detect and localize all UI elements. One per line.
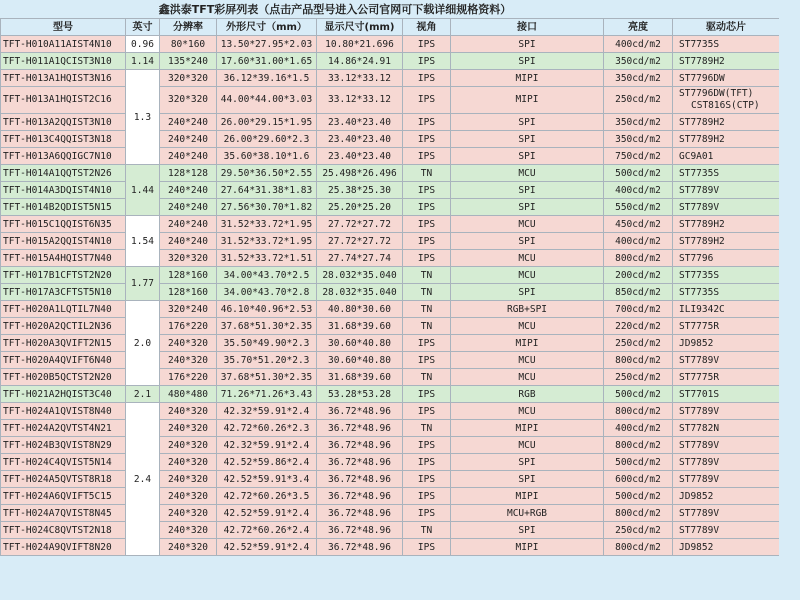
- model-cell[interactable]: TFT-H024C8QVTST2N18: [1, 522, 126, 539]
- model-cell[interactable]: TFT-H014B2QDIST5N15: [1, 199, 126, 216]
- table-row: [1, 216, 780, 233]
- active-area-cell: 27.74*27.74: [317, 250, 403, 267]
- view-angle-cell: TN: [403, 267, 451, 284]
- model-cell[interactable]: TFT-H013A1HQIST3N16: [1, 70, 126, 87]
- view-angle-cell: TN: [403, 318, 451, 335]
- brightness-cell: 250cd/m2: [604, 369, 673, 386]
- brightness-cell: 500cd/m2: [604, 386, 673, 403]
- resolution-cell: 240*240: [160, 131, 217, 148]
- view-angle-cell: TN: [403, 522, 451, 539]
- table-row: [1, 70, 780, 87]
- driver-ic-cell: ILI9342C: [673, 301, 780, 318]
- view-angle-cell: IPS: [403, 70, 451, 87]
- brightness-cell: 600cd/m2: [604, 471, 673, 488]
- resolution-cell: 320*240: [160, 301, 217, 318]
- view-angle-cell: IPS: [403, 335, 451, 352]
- active-area-cell: 25.38*25.30: [317, 182, 403, 199]
- brightness-cell: 400cd/m2: [604, 233, 673, 250]
- table-row: [1, 522, 780, 539]
- resolution-cell: 240*240: [160, 216, 217, 233]
- view-angle-cell: TN: [403, 301, 451, 318]
- model-cell[interactable]: TFT-H020A3QVIFT2N15: [1, 335, 126, 352]
- table-row: [1, 199, 780, 216]
- table-row: [1, 36, 780, 53]
- active-area-cell: 36.72*48.96: [317, 522, 403, 539]
- table-row: [1, 301, 780, 318]
- brightness-cell: 350cd/m2: [604, 70, 673, 87]
- brightness-cell: 400cd/m2: [604, 182, 673, 199]
- interface-cell: SPI: [451, 454, 604, 471]
- view-angle-cell: IPS: [403, 131, 451, 148]
- interface-cell: SPI: [451, 131, 604, 148]
- resolution-cell: 240*320: [160, 335, 217, 352]
- resolution-cell: 80*160: [160, 36, 217, 53]
- interface-cell: MCU: [451, 216, 604, 233]
- brightness-cell: 350cd/m2: [604, 131, 673, 148]
- driver-ic-cell: ST7735S: [673, 267, 780, 284]
- active-area-cell: 14.86*24.91: [317, 53, 403, 70]
- view-angle-cell: TN: [403, 369, 451, 386]
- interface-cell: MCU: [451, 318, 604, 335]
- active-area-cell: 30.60*40.80: [317, 352, 403, 369]
- active-area-cell: 33.12*33.12: [317, 70, 403, 87]
- interface-cell: MIPI: [451, 488, 604, 505]
- driver-ic-cell: ST7701S: [673, 386, 780, 403]
- resolution-cell: 176*220: [160, 318, 217, 335]
- model-cell[interactable]: TFT-H024A5QVTST8R18: [1, 471, 126, 488]
- resolution-cell: 480*480: [160, 386, 217, 403]
- view-angle-cell: IPS: [403, 539, 451, 556]
- driver-ic-cell: GC9A01: [673, 148, 780, 165]
- outline-cell: 17.60*31.00*1.65: [217, 53, 317, 70]
- table-row: [1, 539, 780, 556]
- size-cell: 1.44: [126, 165, 160, 216]
- resolution-cell: 128*128: [160, 165, 217, 182]
- outline-cell: 42.72*60.26*2.4: [217, 522, 317, 539]
- interface-cell: RGB: [451, 386, 604, 403]
- model-cell[interactable]: TFT-H020B5QCTST2N20: [1, 369, 126, 386]
- table-row: [1, 182, 780, 199]
- table-row: [1, 335, 780, 352]
- interface-cell: SPI: [451, 114, 604, 131]
- outline-cell: 27.64*31.38*1.83: [217, 182, 317, 199]
- active-area-cell: 40.80*30.60: [317, 301, 403, 318]
- brightness-cell: 550cd/m2: [604, 199, 673, 216]
- header-interface: 接口: [451, 19, 604, 36]
- interface-cell: RGB+SPI: [451, 301, 604, 318]
- brightness-cell: 800cd/m2: [604, 437, 673, 454]
- header-active-area: 显示尺寸(mm): [317, 19, 403, 36]
- driver-ic-cell: ST7735S: [673, 284, 780, 301]
- size-cell: 1.54: [126, 216, 160, 267]
- view-angle-cell: IPS: [403, 437, 451, 454]
- driver-ic-cell: ST7789V: [673, 352, 780, 369]
- view-angle-cell: IPS: [403, 505, 451, 522]
- interface-cell: SPI: [451, 284, 604, 301]
- model-cell[interactable]: TFT-H017B1CFTST2N20: [1, 267, 126, 284]
- outline-cell: 13.50*27.95*2.03: [217, 36, 317, 53]
- driver-ic-cell: ST7789H2: [673, 233, 780, 250]
- interface-cell: SPI: [451, 53, 604, 70]
- brightness-cell: 220cd/m2: [604, 318, 673, 335]
- outline-cell: 34.00*43.70*2.5: [217, 267, 317, 284]
- resolution-cell: 240*320: [160, 454, 217, 471]
- driver-ic-cell: ST7789V: [673, 454, 780, 471]
- driver-ic-cell: ST7789V: [673, 471, 780, 488]
- model-cell[interactable]: TFT-H015C1QQIST6N35: [1, 216, 126, 233]
- model-cell[interactable]: TFT-H021A2HQIST3C40: [1, 386, 126, 403]
- brightness-cell: 500cd/m2: [604, 165, 673, 182]
- active-area-cell: 36.72*48.96: [317, 505, 403, 522]
- brightness-cell: 250cd/m2: [604, 335, 673, 352]
- interface-cell: SPI: [451, 522, 604, 539]
- resolution-cell: 128*160: [160, 267, 217, 284]
- model-cell[interactable]: TFT-H024A9QVIFT8N20: [1, 539, 126, 556]
- header-brightness: 亮度: [604, 19, 673, 36]
- model-cell[interactable]: TFT-H024A7QVIST8N45: [1, 505, 126, 522]
- header-driver-ic: 驱动芯片: [673, 19, 780, 36]
- brightness-cell: 750cd/m2: [604, 148, 673, 165]
- interface-cell: MCU+RGB: [451, 505, 604, 522]
- driver-ic-cell: [673, 87, 780, 114]
- model-cell[interactable]: TFT-H015A4HQIST7N40: [1, 250, 126, 267]
- active-area-cell: 31.68*39.60: [317, 318, 403, 335]
- active-area-cell: 27.72*27.72: [317, 216, 403, 233]
- interface-cell: MCU: [451, 369, 604, 386]
- resolution-cell: 240*320: [160, 505, 217, 522]
- resolution-cell: 240*320: [160, 522, 217, 539]
- model-cell[interactable]: TFT-H017A3CFTST5N10: [1, 284, 126, 301]
- header-size: 英寸: [126, 19, 160, 36]
- driver-ic-cell: ST7789V: [673, 182, 780, 199]
- size-cell: 2.4: [126, 403, 160, 556]
- interface-cell: MCU: [451, 267, 604, 284]
- outline-cell: 42.32*59.91*2.4: [217, 403, 317, 420]
- driver-ic-cell: ST7775R: [673, 369, 780, 386]
- view-angle-cell: IPS: [403, 87, 451, 114]
- size-cell: 2.0: [126, 301, 160, 386]
- brightness-cell: 800cd/m2: [604, 539, 673, 556]
- interface-cell: SPI: [451, 199, 604, 216]
- product-table: [0, 18, 780, 556]
- interface-cell: SPI: [451, 36, 604, 53]
- outline-cell: 42.52*59.86*2.4: [217, 454, 317, 471]
- active-area-cell: 28.032*35.040: [317, 267, 403, 284]
- view-angle-cell: IPS: [403, 182, 451, 199]
- table-row: [1, 420, 780, 437]
- outline-cell: 42.52*59.91*2.4: [217, 505, 317, 522]
- active-area-cell: 25.20*25.20: [317, 199, 403, 216]
- brightness-cell: 800cd/m2: [604, 250, 673, 267]
- active-area-cell: 36.72*48.96: [317, 488, 403, 505]
- outline-cell: 42.52*59.91*3.4: [217, 471, 317, 488]
- outline-cell: 42.72*60.26*2.3: [217, 420, 317, 437]
- table-row: [1, 437, 780, 454]
- model-cell[interactable]: TFT-H024A2QVTST4N21: [1, 420, 126, 437]
- table-row: [1, 114, 780, 131]
- interface-cell: MIPI: [451, 539, 604, 556]
- model-cell[interactable]: TFT-H020A1LQTIL7N40: [1, 301, 126, 318]
- driver-ic-cell: ST7796DW: [673, 70, 780, 87]
- table-row: [1, 488, 780, 505]
- resolution-cell: 240*320: [160, 437, 217, 454]
- table-row: [1, 505, 780, 522]
- table-row: [1, 131, 780, 148]
- resolution-cell: 240*320: [160, 539, 217, 556]
- resolution-cell: 240*240: [160, 148, 217, 165]
- driver-ic-ctp: CST816S(CTP): [691, 100, 760, 111]
- brightness-cell: 450cd/m2: [604, 216, 673, 233]
- active-area-cell: 36.72*48.96: [317, 420, 403, 437]
- model-cell[interactable]: TFT-H013A6QQIGC7N10: [1, 148, 126, 165]
- header-resolution: 分辨率: [160, 19, 217, 36]
- driver-ic-cell: JD9852: [673, 539, 780, 556]
- table-row: [1, 369, 780, 386]
- model-cell[interactable]: TFT-H020A4QVIFT6N40: [1, 352, 126, 369]
- size-cell: 2.1: [126, 386, 160, 403]
- outline-cell: 26.00*29.15*1.95: [217, 114, 317, 131]
- active-area-cell: 53.28*53.28: [317, 386, 403, 403]
- header-model: 型号: [1, 19, 126, 36]
- outline-cell: 35.60*38.10*1.6: [217, 148, 317, 165]
- active-area-cell: 36.72*48.96: [317, 471, 403, 488]
- view-angle-cell: TN: [403, 420, 451, 437]
- table-row: [1, 352, 780, 369]
- outline-cell: 27.56*30.70*1.82: [217, 199, 317, 216]
- view-angle-cell: IPS: [403, 352, 451, 369]
- view-angle-cell: IPS: [403, 36, 451, 53]
- resolution-cell: 240*240: [160, 199, 217, 216]
- brightness-cell: 850cd/m2: [604, 284, 673, 301]
- outline-cell: 37.68*51.30*2.35: [217, 318, 317, 335]
- view-angle-cell: IPS: [403, 471, 451, 488]
- driver-ic-cell: ST7789H2: [673, 114, 780, 131]
- driver-ic-cell: ST7789V: [673, 505, 780, 522]
- driver-ic-cell: ST7796: [673, 250, 780, 267]
- interface-cell: SPI: [451, 233, 604, 250]
- header-view-angle: 视角: [403, 19, 451, 36]
- driver-ic-tft: ST7796DW(TFT): [679, 88, 754, 99]
- sheet-title: 鑫洪泰TFT彩屏列表（点击产品型号进入公司官网可下载详细规格资料）: [158, 3, 512, 16]
- driver-ic-cell: ST7735S: [673, 36, 780, 53]
- outline-cell: 42.32*59.91*2.4: [217, 437, 317, 454]
- driver-ic-cell: JD9852: [673, 335, 780, 352]
- view-angle-cell: IPS: [403, 454, 451, 471]
- resolution-cell: 176*220: [160, 369, 217, 386]
- table-row: [1, 284, 780, 301]
- model-cell[interactable]: TFT-H013A1HQIST2C16: [1, 87, 126, 114]
- model-cell[interactable]: TFT-H024A1QVIST8N40: [1, 403, 126, 420]
- table-row: [1, 454, 780, 471]
- model-cell[interactable]: TFT-H010A11AIST4N10: [1, 36, 126, 53]
- interface-cell: MCU: [451, 352, 604, 369]
- model-cell[interactable]: TFT-H013C4QQIST3N18: [1, 131, 126, 148]
- active-area-cell: 30.60*40.80: [317, 335, 403, 352]
- resolution-cell: 128*160: [160, 284, 217, 301]
- active-area-cell: 36.72*48.96: [317, 454, 403, 471]
- brightness-cell: 800cd/m2: [604, 352, 673, 369]
- view-angle-cell: IPS: [403, 233, 451, 250]
- brightness-cell: 500cd/m2: [604, 488, 673, 505]
- table-row: [1, 87, 780, 114]
- active-area-cell: 31.68*39.60: [317, 369, 403, 386]
- driver-ic-cell: ST7789H2: [673, 216, 780, 233]
- model-cell[interactable]: TFT-H014A1QQTST2N26: [1, 165, 126, 182]
- brightness-cell: 800cd/m2: [604, 505, 673, 522]
- driver-ic-cell: ST7782N: [673, 420, 780, 437]
- view-angle-cell: IPS: [403, 403, 451, 420]
- table-row: [1, 165, 780, 182]
- driver-ic-cell: ST7789H2: [673, 53, 780, 70]
- active-area-cell: 36.72*48.96: [317, 539, 403, 556]
- active-area-cell: 33.12*33.12: [317, 87, 403, 114]
- table-row: [1, 471, 780, 488]
- driver-ic-cell: ST7789V: [673, 522, 780, 539]
- interface-cell: SPI: [451, 471, 604, 488]
- view-angle-cell: IPS: [403, 386, 451, 403]
- active-area-cell: 25.498*26.496: [317, 165, 403, 182]
- outline-cell: 31.52*33.72*1.95: [217, 216, 317, 233]
- resolution-cell: 240*240: [160, 182, 217, 199]
- outline-cell: 34.00*43.70*2.8: [217, 284, 317, 301]
- model-cell[interactable]: TFT-H020A2QCTIL2N36: [1, 318, 126, 335]
- interface-cell: MCU: [451, 250, 604, 267]
- view-angle-cell: IPS: [403, 53, 451, 70]
- driver-ic-cell: JD9852: [673, 488, 780, 505]
- view-angle-cell: IPS: [403, 114, 451, 131]
- view-angle-cell: IPS: [403, 250, 451, 267]
- brightness-cell: 400cd/m2: [604, 420, 673, 437]
- interface-cell: SPI: [451, 182, 604, 199]
- driver-ic-cell: ST7735S: [673, 165, 780, 182]
- outline-cell: 71.26*71.26*3.43: [217, 386, 317, 403]
- size-cell: 1.3: [126, 70, 160, 165]
- view-angle-cell: IPS: [403, 199, 451, 216]
- table-row: [1, 267, 780, 284]
- brightness-cell: 500cd/m2: [604, 454, 673, 471]
- resolution-cell: 240*240: [160, 114, 217, 131]
- view-angle-cell: IPS: [403, 148, 451, 165]
- resolution-cell: 320*320: [160, 70, 217, 87]
- brightness-cell: 250cd/m2: [604, 87, 673, 114]
- outline-cell: 46.10*40.96*2.53: [217, 301, 317, 318]
- table-row: [1, 403, 780, 420]
- driver-ic-cell: ST7789V: [673, 403, 780, 420]
- view-angle-cell: IPS: [403, 216, 451, 233]
- driver-ic-cell: ST7789V: [673, 437, 780, 454]
- brightness-cell: 350cd/m2: [604, 53, 673, 70]
- view-angle-cell: TN: [403, 165, 451, 182]
- active-area-cell: 36.72*48.96: [317, 403, 403, 420]
- outline-cell: 31.52*33.72*1.95: [217, 233, 317, 250]
- sheet-margin: [779, 0, 800, 600]
- interface-cell: MCU: [451, 403, 604, 420]
- table-row: [1, 318, 780, 335]
- table-row: [1, 233, 780, 250]
- brightness-cell: 200cd/m2: [604, 267, 673, 284]
- table-row: [1, 386, 780, 403]
- outline-cell: 31.52*33.72*1.51: [217, 250, 317, 267]
- outline-cell: 42.72*60.26*3.5: [217, 488, 317, 505]
- model-cell[interactable]: TFT-H014A3DQIST4N10: [1, 182, 126, 199]
- view-angle-cell: TN: [403, 284, 451, 301]
- outline-cell: 37.68*51.30*2.35: [217, 369, 317, 386]
- size-cell: 1.77: [126, 267, 160, 301]
- resolution-cell: 320*320: [160, 250, 217, 267]
- active-area-cell: 23.40*23.40: [317, 148, 403, 165]
- active-area-cell: 23.40*23.40: [317, 114, 403, 131]
- outline-cell: 35.50*49.90*2.3: [217, 335, 317, 352]
- interface-cell: SPI: [451, 148, 604, 165]
- model-cell[interactable]: TFT-H024A6QVIFT5C15: [1, 488, 126, 505]
- active-area-cell: 23.40*23.40: [317, 131, 403, 148]
- size-cell: 0.96: [126, 36, 160, 53]
- model-cell[interactable]: TFT-H024C4QVIST5N14: [1, 454, 126, 471]
- interface-cell: MCU: [451, 437, 604, 454]
- resolution-cell: 240*320: [160, 420, 217, 437]
- outline-cell: 35.70*51.20*2.3: [217, 352, 317, 369]
- brightness-cell: 400cd/m2: [604, 36, 673, 53]
- interface-cell: MIPI: [451, 87, 604, 114]
- brightness-cell: 800cd/m2: [604, 403, 673, 420]
- driver-ic-cell: ST7789V: [673, 199, 780, 216]
- outline-cell: 29.50*36.50*2.55: [217, 165, 317, 182]
- table-row: [1, 148, 780, 165]
- outline-cell: 44.00*44.00*3.03: [217, 87, 317, 114]
- table-row: [1, 250, 780, 267]
- resolution-cell: 240*320: [160, 471, 217, 488]
- brightness-cell: 700cd/m2: [604, 301, 673, 318]
- model-cell[interactable]: TFT-H024B3QVIST8N29: [1, 437, 126, 454]
- resolution-cell: 240*320: [160, 403, 217, 420]
- brightness-cell: 350cd/m2: [604, 114, 673, 131]
- resolution-cell: 135*240: [160, 53, 217, 70]
- model-cell[interactable]: TFT-H013A2QQIST3N10: [1, 114, 126, 131]
- interface-cell: MCU: [451, 165, 604, 182]
- interface-cell: MIPI: [451, 335, 604, 352]
- outline-cell: 42.52*59.91*2.4: [217, 539, 317, 556]
- size-cell: 1.14: [126, 53, 160, 70]
- interface-cell: MIPI: [451, 420, 604, 437]
- driver-ic-cell: ST7775R: [673, 318, 780, 335]
- view-angle-cell: IPS: [403, 488, 451, 505]
- resolution-cell: 320*320: [160, 87, 217, 114]
- resolution-cell: 240*240: [160, 233, 217, 250]
- active-area-cell: 27.72*27.72: [317, 233, 403, 250]
- brightness-cell: 250cd/m2: [604, 522, 673, 539]
- header-row: [1, 19, 780, 36]
- resolution-cell: 240*320: [160, 488, 217, 505]
- active-area-cell: 28.032*35.040: [317, 284, 403, 301]
- active-area-cell: 10.80*21.696: [317, 36, 403, 53]
- interface-cell: MIPI: [451, 70, 604, 87]
- model-cell[interactable]: TFT-H011A1QCIST3N10: [1, 53, 126, 70]
- model-cell[interactable]: TFT-H015A2QQIST4N10: [1, 233, 126, 250]
- table-body: [1, 36, 780, 556]
- outline-cell: 36.12*39.16*1.5: [217, 70, 317, 87]
- driver-ic-cell: ST7789H2: [673, 131, 780, 148]
- header-outline: 外形尺寸（mm）: [217, 19, 317, 36]
- active-area-cell: 36.72*48.96: [317, 437, 403, 454]
- resolution-cell: 240*320: [160, 352, 217, 369]
- table-row: [1, 53, 780, 70]
- outline-cell: 26.00*29.60*2.3: [217, 131, 317, 148]
